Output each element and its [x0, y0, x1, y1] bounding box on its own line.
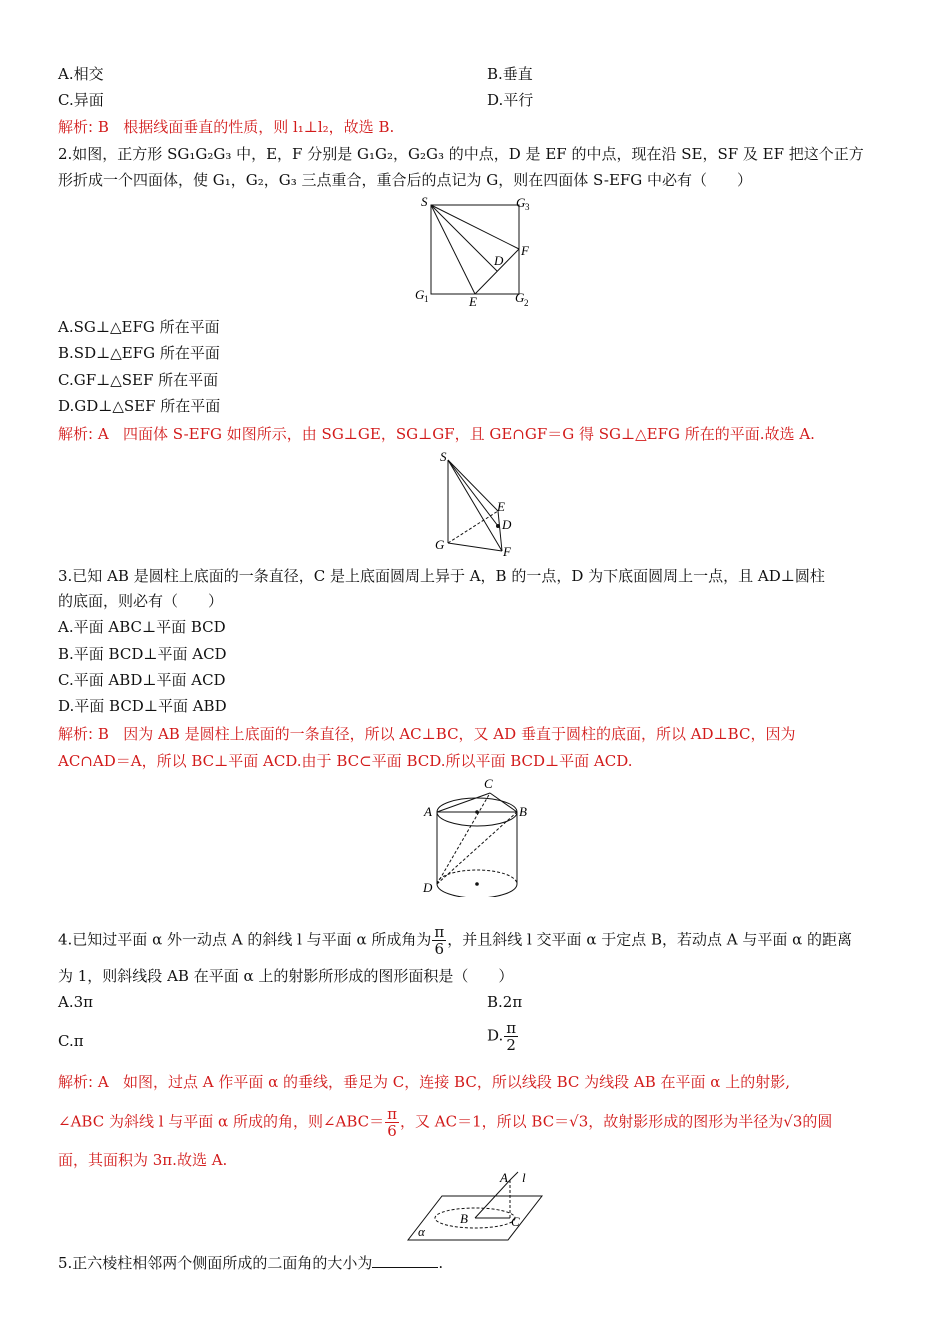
- fig-label-d: D: [502, 517, 512, 532]
- fig-label-c: C: [511, 1214, 520, 1229]
- fig-label-e: E: [497, 499, 505, 514]
- answer-label: 解析:: [58, 118, 94, 136]
- q5-stem-text: 5.正六棱柱相邻两个侧面所成的二面角的大小为: [58, 1254, 373, 1272]
- q1-option-c: C.异面: [58, 91, 104, 109]
- q4-answer-line3: 面，其面积为 3π.故选 A.: [58, 1151, 228, 1169]
- q2-option-a: A.SG⊥△EFG 所在平面: [58, 318, 220, 336]
- q5-stem: [58, 1253, 443, 1273]
- q4-option-a: A.3π: [58, 993, 94, 1011]
- fig-label-g1-sub: 1: [424, 294, 429, 304]
- q1-option-d: D.平行: [487, 91, 534, 109]
- answer-label: 解析:: [58, 1073, 94, 1091]
- q3-option-a: A.平面 ABC⊥平面 BCD: [58, 618, 226, 636]
- q3-stem-line2: 的底面，则必有（ ）: [58, 592, 224, 610]
- q2-tetrahedron-figure: [430, 448, 520, 560]
- answer-label: 解析:: [58, 725, 94, 743]
- fig-label-l: l: [522, 1170, 526, 1185]
- answer-text: 四面体 S-EFG 如图所示，由 SG⊥GE，SG⊥GF，且 GE∩GF＝G 得 SG⊥△EFG 所在的平面.故选 A.: [123, 425, 815, 443]
- option-d-label: D.: [487, 1026, 504, 1045]
- q4-stem-line2: 为 1，则斜线段 AB 在平面 α 上的射影所形成的图形面积是（ ）: [58, 967, 514, 985]
- q1-answer: [58, 117, 394, 137]
- answer-text: 根据线面垂直的性质，则 l₁⊥l₂，故选 B.: [123, 118, 395, 136]
- q2-option-c: C.GF⊥△SEF 所在平面: [58, 371, 219, 389]
- fig-label-s: S: [421, 194, 428, 209]
- q2-answer: [58, 424, 815, 444]
- fig-label-g3-sub: 3: [525, 202, 530, 212]
- answer-choice: B: [97, 725, 109, 743]
- q2-stem-line1: 2.如图，正方形 SG₁G₂G₃ 中，E，F 分别是 G₁G₂，G₂G₃ 的中点，D 是 EF 的中点，现在沿 SE，SF 及 EF 把这个正方: [58, 145, 864, 163]
- q4-plane-figure: [400, 1170, 550, 1248]
- q4-stem-pre: 4.已知过平面 α 外一动点 A 的斜线 l 与平面 α 所成角为: [58, 930, 432, 949]
- answer-label: 解析:: [58, 425, 94, 443]
- fig-label-b: B: [460, 1211, 468, 1226]
- answer-fraction: $\frac{\pi}{6}$: [387, 1105, 397, 1140]
- answer-text: ，又 AC＝1，所以 BC＝√3，故射影形成的图形为半径为√3的圆: [400, 1112, 833, 1131]
- q4-angle-fraction: $\frac{\pi}{6}$: [434, 923, 445, 958]
- q3-answer-line1: [58, 724, 795, 744]
- q4-option-d: [487, 1020, 519, 1053]
- fig-label-d: D: [423, 880, 433, 895]
- fig-label-g3: G: [516, 195, 526, 210]
- fig-label-s: S: [440, 449, 447, 464]
- q4-answer-line2: [58, 1106, 832, 1139]
- q3-cylinder-figure: [418, 773, 538, 897]
- q4-stem-line1: [58, 924, 852, 957]
- answer-blank[interactable]: [372, 1253, 438, 1268]
- q4-option-c: C.π: [58, 1032, 84, 1050]
- answer-text: 因为 AB 是圆柱上底面的一条直径，所以 AC⊥BC，又 AD 垂直于圆柱的底面，所以 AD⊥BC，因为: [123, 725, 796, 743]
- q3-answer-line2: AC∩AD＝A，所以 BC⊥平面 ACD.由于 BC⊂平面 BCD.所以平面 BCD⊥平面 ACD.: [58, 752, 633, 770]
- q2-option-d: D.GD⊥△SEF 所在平面: [58, 397, 221, 415]
- q3-stem-line1: 3.已知 AB 是圆柱上底面的一条直径，C 是上底面圆周上异于 A，B 的一点，D 为下底面圆周上一点，且 AD⊥圆柱: [58, 567, 825, 585]
- fig-label-e: E: [469, 294, 477, 309]
- answer-choice: A: [97, 1073, 109, 1091]
- q5-stem-tail: .: [438, 1254, 444, 1272]
- option-d-fraction: $\frac{\pi}{2}$: [506, 1019, 517, 1054]
- answer-text: ∠ABC 为斜线 l 与平面 α 所成的角，则∠ABC＝: [58, 1112, 385, 1131]
- q1-option-b: B.垂直: [487, 65, 533, 83]
- answer-text: 如图，过点 A 作平面 α 的垂线，垂足为 C，连接 BC，所以线段 BC 为线段 AB 在平面 α 上的射影,: [123, 1073, 790, 1091]
- q2-stem-line2: 形折成一个四面体，使 G₁，G₂，G₃ 三点重合，重合后的点记为 G，则在四面体 S-EFG 中必有（ ）: [58, 171, 753, 189]
- q4-option-b: B.2π: [487, 993, 523, 1011]
- fig-label-a: A: [500, 1170, 508, 1185]
- answer-choice: B: [97, 118, 109, 136]
- fig-label-g2: G: [515, 290, 525, 305]
- fig-label-d: D: [494, 253, 504, 268]
- fig-label-g2-sub: 2: [524, 298, 529, 308]
- q1-option-a: A.相交: [58, 65, 104, 83]
- fig-label-b: B: [519, 804, 527, 819]
- q3-option-b: B.平面 BCD⊥平面 ACD: [58, 645, 227, 663]
- q4-stem-post: ，并且斜线 l 交平面 α 于定点 B，若动点 A 与平面 α 的距离: [447, 930, 853, 949]
- fig-label-g: G: [435, 537, 445, 552]
- q3-option-d: D.平面 BCD⊥平面 ABD: [58, 697, 227, 715]
- q2-option-b: B.SD⊥△EFG 所在平面: [58, 344, 220, 362]
- q2-square-figure: [410, 193, 540, 311]
- fig-label-c: C: [484, 776, 493, 791]
- fig-label-f: F: [521, 243, 529, 258]
- fig-label-alpha: α: [418, 1224, 425, 1239]
- q3-option-c: C.平面 ABD⊥平面 ACD: [58, 671, 226, 689]
- fig-label-g1: G: [415, 287, 425, 302]
- answer-choice: A: [97, 425, 109, 443]
- q4-answer-line1: [58, 1072, 790, 1092]
- fig-label-f: F: [503, 544, 511, 559]
- fig-label-a: A: [424, 804, 432, 819]
